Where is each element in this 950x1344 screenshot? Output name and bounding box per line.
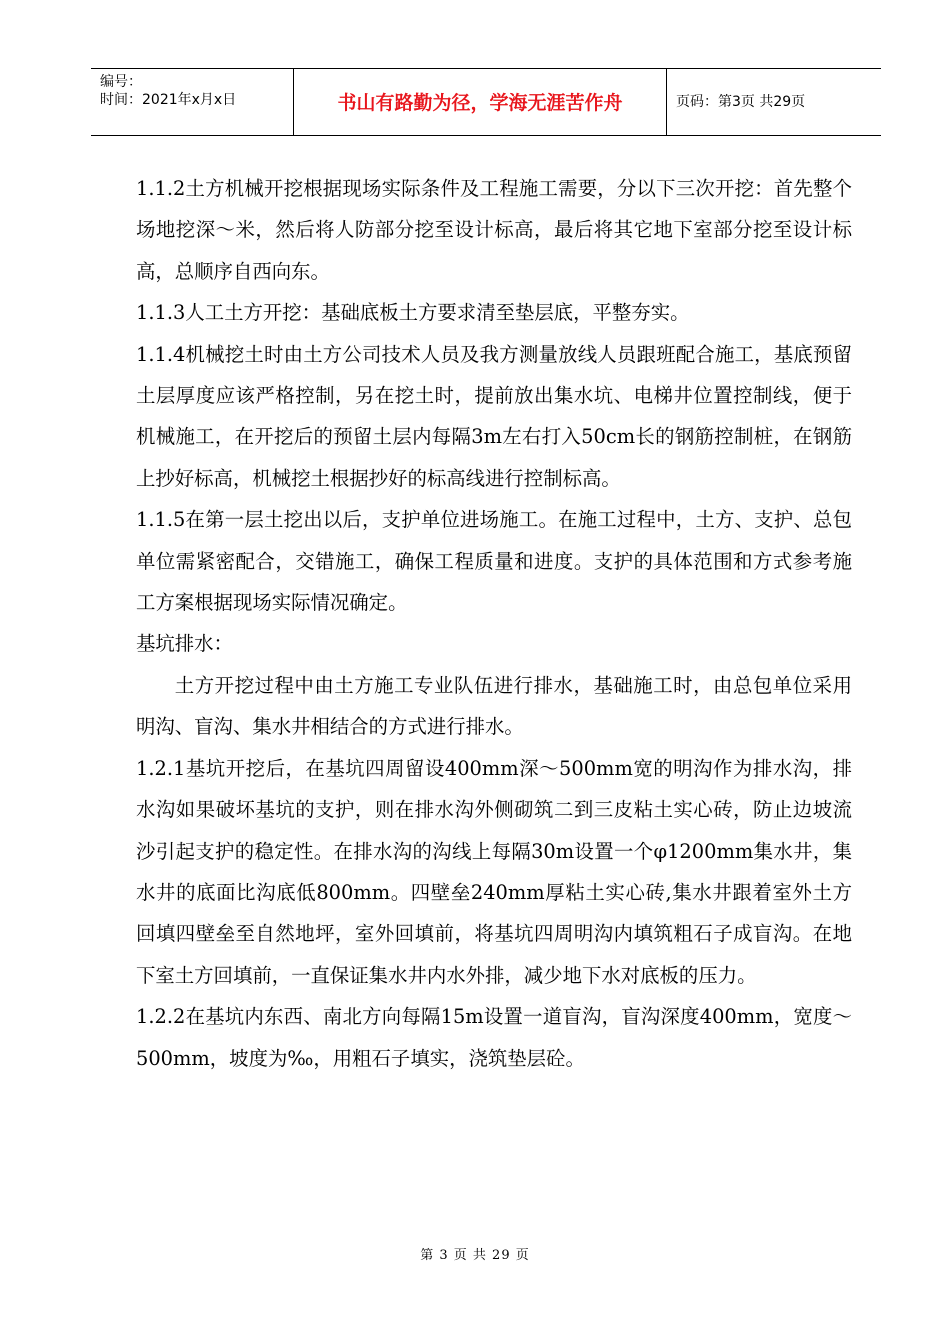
paragraph-1-2-1: 1.2.1基坑开挖后，在基坑四周留设400mm深～500mm宽的明沟作为排水沟，排水沟如果破坏基坑的支护，则在排水沟外侧砌筑二到三皮粘土实心砖，防止边坡流沙引起支护的稳定性。在排水沟的沟线上每隔30m设置一个φ1200mm集水井，集水井的底面比沟底低800mm。四壁垒240mm厚粘土实心砖,集水井跟着室外土方回填四壁垒至自然地坪，室外回填前，将基坑四周明沟内填筑粗石子成盲沟。在地下室土方回填前，一直保证集水井内水外排，减少地下水对底板的压力。: [136, 756, 852, 987]
paragraph-1-2-2: 1.2.2在基坑内东西、南北方向每隔15m设置一道盲沟，盲沟深度400mm，宽度～500mm，坡度为‰，用粗石子填实，浇筑垫层砼。: [136, 1005, 852, 1070]
header-motto-cell: [293, 69, 667, 135]
document-number-label: 编号：: [100, 74, 142, 90]
page-header: [91, 68, 881, 136]
section-heading-drainage: 基坑排水：: [136, 632, 233, 656]
paragraph-1-1-4: 1.1.4机械挖土时由土方公司技术人员及我方测量放线人员跟班配合施工，基底预留土层厚度应该严格控制，另在挖土时，提前放出集水坑、电梯井位置控制线，便于机械施工，在开挖后的预留土层内每隔3m左右打入50cm长的钢筋控制桩，在钢筋上抄好标高，机械挖土根据抄好的标高线进行控制标高。: [136, 342, 852, 490]
paragraph-drainage-intro: 土方开挖过程中由土方施工专业队伍进行排水，基础施工时，由总包单位采用明沟、盲沟、集水井相结合的方式进行排水。: [136, 673, 852, 739]
page-footer: 第 3 页 共 29 页: [420, 1248, 530, 1263]
document-time-label: 时间：2021年x月x日: [100, 92, 237, 108]
header-info-cell: [91, 69, 293, 135]
header-page-cell: [667, 69, 881, 135]
paragraph-1-1-5: 1.1.5在第一层土挖出以后，支护单位进场施工。在施工过程中，土方、支护、总包单位需紧密配合，交错施工，确保工程质量和进度。支护的具体范围和方式参考施工方案根据现场实际情况确定。: [136, 508, 852, 615]
paragraph-1-1-3: 1.1.3人工土方开挖：基础底板土方要求清至垫层底，平整夯实。: [136, 301, 690, 325]
header-page-code: 页码：第3页 共29页: [676, 94, 806, 110]
header-motto: 书山有路勤为径，学海无涯苦作舟: [337, 92, 623, 114]
paragraph-1-1-2: 1.1.2土方机械开挖根据现场实际条件及工程施工需要，分以下三次开挖：首先整个场地挖深～米，然后将人防部分挖至设计标高，最后将其它地下室部分挖至设计标高，总顺序自西向东。: [136, 177, 852, 283]
document-body: [136, 168, 852, 1079]
